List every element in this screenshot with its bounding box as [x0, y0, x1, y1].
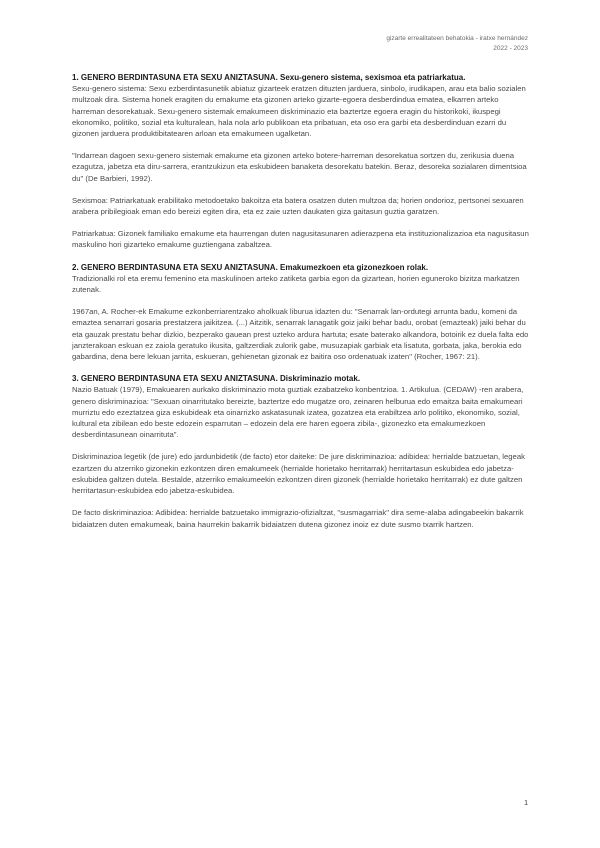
- page-number: 1: [524, 800, 528, 807]
- header-year: 2022 - 2023: [493, 45, 528, 52]
- section-2-paragraph-1: Tradizionalki rol eta eremu femenino eta maskulinoen arteko zatiketa garbia egon da gizartean, horien eguneroko bizitza markatzen zutenak.: [72, 273, 520, 295]
- section-1-paragraph-4: Patriarkatua: Gizonek familiako emakume eta haurrengan duten nagusitasunaren adierazpena eta instituzionalizazioa eta nagusitasun maskulino hori gizarteko emakume guztiengana zabaltzea.: [72, 229, 529, 250]
- section-3-paragraph-2: Diskriminazioa legetik (de jure) edo jardunbidetik (de facto) etor daiteke: De jure diskriminazioa: adibidea: herrialde batzuetan, legeak ezartzen du atzerriko gizonekin ezkontzen diren emakumeek (herrialde horietako herritarrak) herritartasun eskubidea edo jabetza-eskubidea galtzen dutela. Bestalde, atzerriko emakumeekin ezkontzen diren gizonek (herrialde horietako herritarrak) ez dute galtzen herritartasun-eskubidea edo jabetza-eskubidea.: [72, 452, 525, 496]
- document-body: [72, 72, 530, 530]
- page-header: [386, 34, 528, 54]
- section-2-paragraph-2: 1967an, A. Rocher-ek Emakume ezkonberriarentzako aholkuak liburua idazten du: "Senarrak lan-ordutegi arrunta badu, komeni da emaztea senarrari gosaria prestatzera jaikitzea. (...) Aitzitik, senarrak lanagatik goiz jaiki behar badu, orobat (emazteak) jaiki behar du eta gauzak prestatu behar dizkio, bezperako gauean prest uzteko ardura hartuta; esate baterako alkandora, botoirik ez duela falta edo janzterakoan eskuan ez zaiola geratuko ikusita, galtzerdiak zulorik gabe, musuzapiak garbiak eta lisatuta, gorbata, jaka, berokia edo gabardina, dena bere lekuan jarrita, eskueran, gehienetan gizonak ez baitira oso ordenatuak izaten" (Rocher, 1967: 21).: [72, 307, 529, 362]
- section-3-paragraph-1: Nazio Batuak (1979), Emakuearen aurkako diskriminazio mota guztiak ezabatzeko konbentzioa. 1. Artikulua. (CEDAW) -ren arabera, genero diskriminazioa: "Sexuan oinarritutako bereizte, baztertze edo mugatze oro, zeinaren helburua edo emaitza baita emakumeari murriztu edo ezeztatzea giza eskubideak eta oinarrizko askatasunak izatea, gozatzea eta erabiltzea arlo politiko, ekonomiko, sozial, kultural eta zibilean edo beste edozein esparrutan – edozein dela ere haren egoera zibila-, gizonezko eta emakumezkoen desberdintasunean oinarrituta".: [72, 385, 524, 440]
- header-author: gizarte errealitateen behatokia - iratxe hernández: [386, 35, 528, 42]
- section-3-heading: 3. GENERO BERDINTASUNA ETA SEXU ANIZTASUNA. Diskriminazio motak.: [72, 374, 361, 384]
- section-1-paragraph-1: Sexu-genero sistema: Sexu ezberdintasunetik abiatuz gizarteek eratzen dituzten jarduera, sinbolo, irudikapen, arau eta balio sozialen multzoak dira. Sistema honek eragiten du emakume eta gizonen arteko gizarte-egoera desberdindua ematea, elkarren arteko harreman desorekatuak. Sexu-genero sistemak emakumeen diskriminazio eta baztertze egoera eragin du historikoki, ikuspegi ekonomiko, politiko, sozial eta kulturalean, hala nola arlo publikoan eta pribatuan, eta oso era garbi eta desberdinduan ezarri du gizonen jarduera produktibitatearen arloan eta emakumeen ugalketan.: [72, 84, 526, 139]
- section-1-heading: 1. GENERO BERDINTASUNA ETA SEXU ANIZTASUNA. Sexu-genero sistema, sexismoa eta patriarkatua.: [72, 73, 466, 82]
- section-1-paragraph-2: "Indarrean dagoen sexu-genero sistemak emakume eta gizonen arteko botere-harreman desorekatua sortzen du, zerikusia duena ezagutza, jabetza eta diru-sarrera, erantzukizun eta eskubideen banaketa desorekatu batekin. Beraz, desoreka sozialaren dimentsioa du" (De Barbieri, 1992).: [72, 151, 527, 183]
- section-2-heading: 2. GENERO BERDINTASUNA ETA SEXU ANIZTASUNA. Emakumezkoen eta gizonezkoen rolak.: [72, 262, 429, 272]
- section-1-paragraph-3: Sexismoa: Patriarkatuak erabilitako metodoetako bakoitza eta batera osatzen duten multzoa da; horien ondorioz, pertsonei sexuaren arabera pribilegioak eman edo bereizi egiten dira, eta ez zaie uzten daukaten giza gaitasun guztia garatzen.: [72, 195, 524, 217]
- section-3-paragraph-3: De facto diskriminazioa: Adibidea: herrialde batzuetako immigrazio-ofizialtzat, "susmagarriak" dira seme-alaba adingabeekin bakarrik bidaiatzen duten emakumeak, baina haurrekin bakarrik bidaiatzen dutena gizonez inoiz ez dute susmo txarrik hartzen.: [72, 508, 524, 529]
